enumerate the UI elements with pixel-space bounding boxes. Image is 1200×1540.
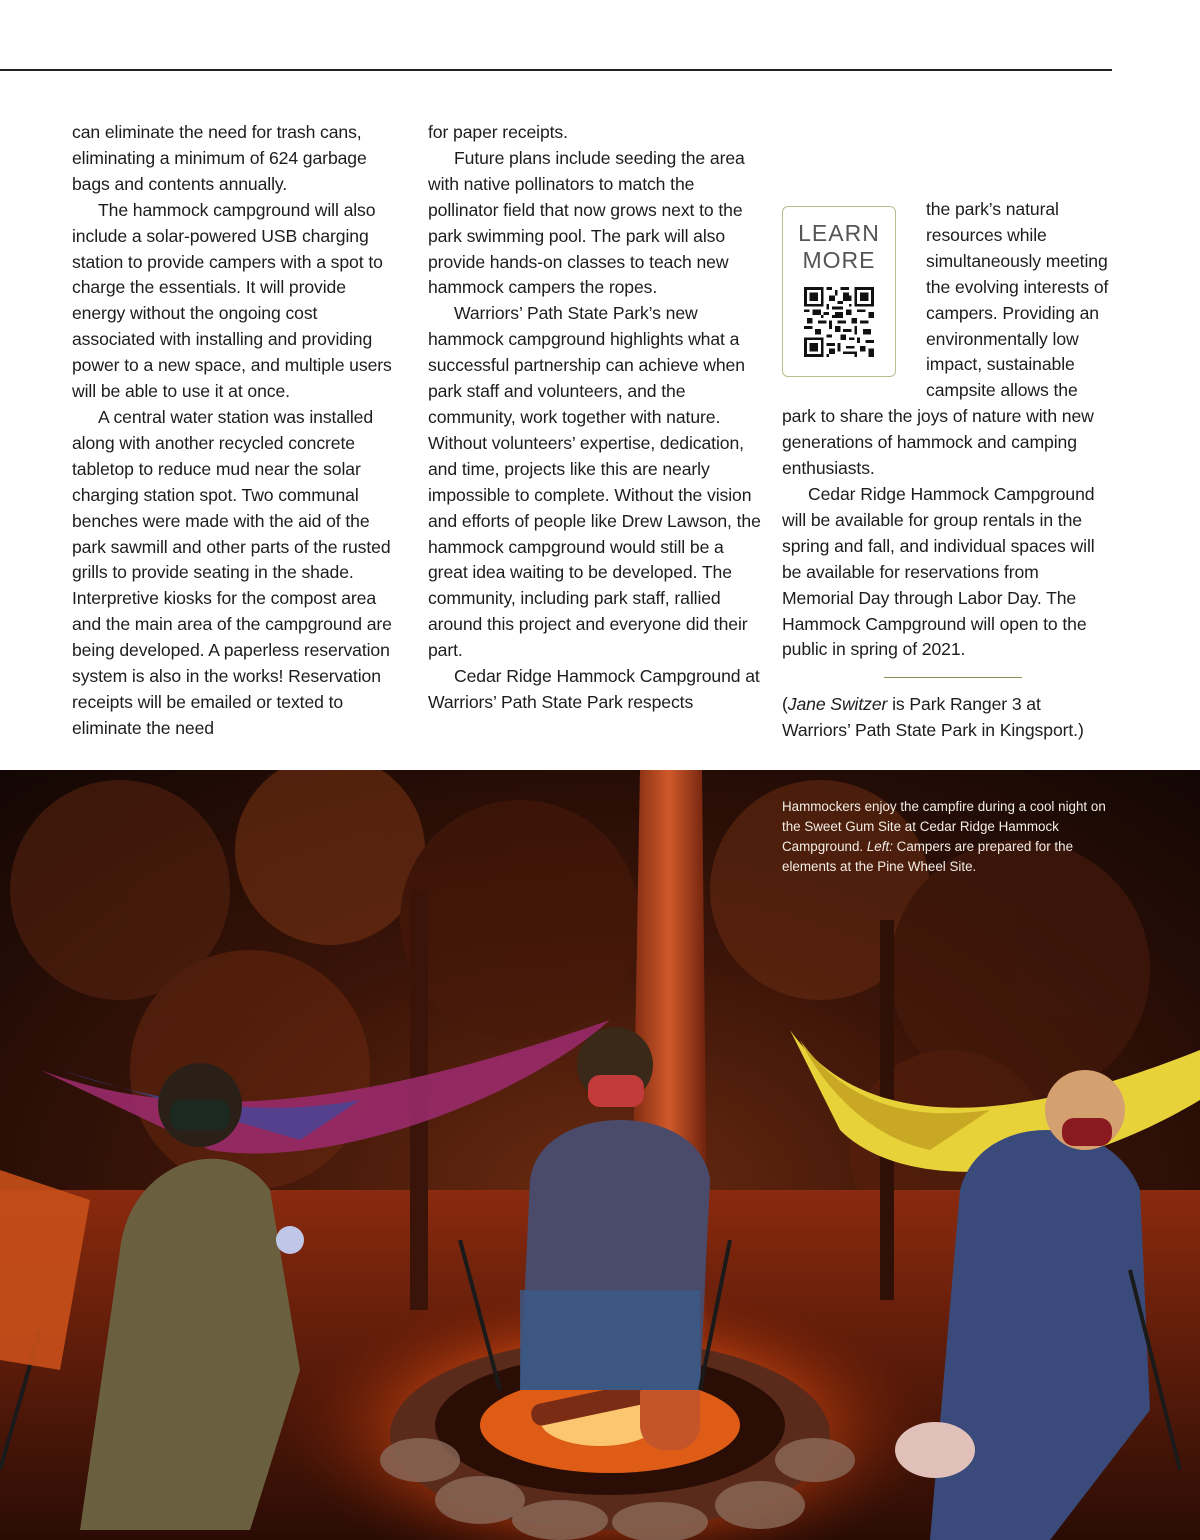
qr-code-icon[interactable] — [804, 287, 874, 357]
author-note: (Jane Switzer is Park Ranger 3 at Warriors’ Path State Park in Kingsport.) — [782, 694, 1084, 741]
caption-left-label: Left: — [866, 839, 893, 854]
author-name: Jane Switzer — [787, 694, 888, 715]
paragraph: Future plans include seeding the area with native pollinators to match the pollinator field that now grows next to the park swimming pool. The park will also provide hands-on classes to teach new hammock campers the ropes. — [428, 147, 745, 298]
learn-more-box[interactable] — [782, 206, 896, 377]
paragraph: the park’s natural resources while simultaneously meeting the evolving interests of campers. Providing an environmentally low impact, sustainable campsite allows the park to share the joys of nature with new generations of hammock and camping enthusiasts. — [782, 199, 1109, 479]
paragraph: Warriors’ Path State Park’s new hammock campground highlights what a successful partnership can achieve when park staff and volunteers, and the community, work together with nature. Without volunteers’ expertise, dedication, and time, projects like this are nearly impossible to complete. Without the vision and efforts of people like Drew Lawson, the hammock campground would still be a great idea waiting to be developed. The community, including park staff, rallied around this project and everyone did their part. — [428, 303, 761, 661]
campfire-photo — [0, 770, 1200, 1540]
article-column-1 — [72, 120, 402, 742]
paragraph: A central water station was installed along with another recycled concrete tabletop to reduce mud near the solar charging station spot. Two communal benches were made with the aid of the park sawmill and other parts of the rusted grills to provide seating in the shade. Interpretive kiosks for the compost area and the main area of the campground are being developed. A paperless reservation system is also in the works! Reservation receipts will be emailed or texted to eliminate the need — [72, 406, 392, 738]
article-column-3 — [782, 197, 1112, 744]
paragraph: can eliminate the need for trash cans, eliminating a minimum of 624 garbage bags and contents annually. — [72, 122, 367, 194]
top-rule — [0, 69, 1112, 71]
paragraph: Cedar Ridge Hammock Campground will be available for group rentals in the spring and fall, and individual spaces will be available for reservations from Memorial Day through Labor Day. The Hammock Campground will open to the public in spring of 2021. — [782, 483, 1095, 660]
paragraph: Cedar Ridge Hammock Campground at Warriors’ Path State Park respects — [428, 666, 760, 712]
paragraph: The hammock campground will also include a solar-powered USB charging station to provide campers with a spot to charge the essentials. It will provide energy without the ongoing cost associated with installing and providing power to a new space, and multiple users will be able to use it at once. — [72, 199, 392, 402]
paragraph: for paper receipts. — [428, 122, 568, 142]
article-column-2 — [428, 120, 763, 716]
photo-caption: Hammockers enjoy the campfire during a cool night on the Sweet Gum Site at Cedar Ridge Hammock Campground. Left: Campers are prepared for the elements at the Pine Wheel Site. — [782, 799, 1106, 874]
signature-divider — [884, 677, 1022, 678]
learn-more-label: LEARN MORE — [798, 220, 880, 273]
